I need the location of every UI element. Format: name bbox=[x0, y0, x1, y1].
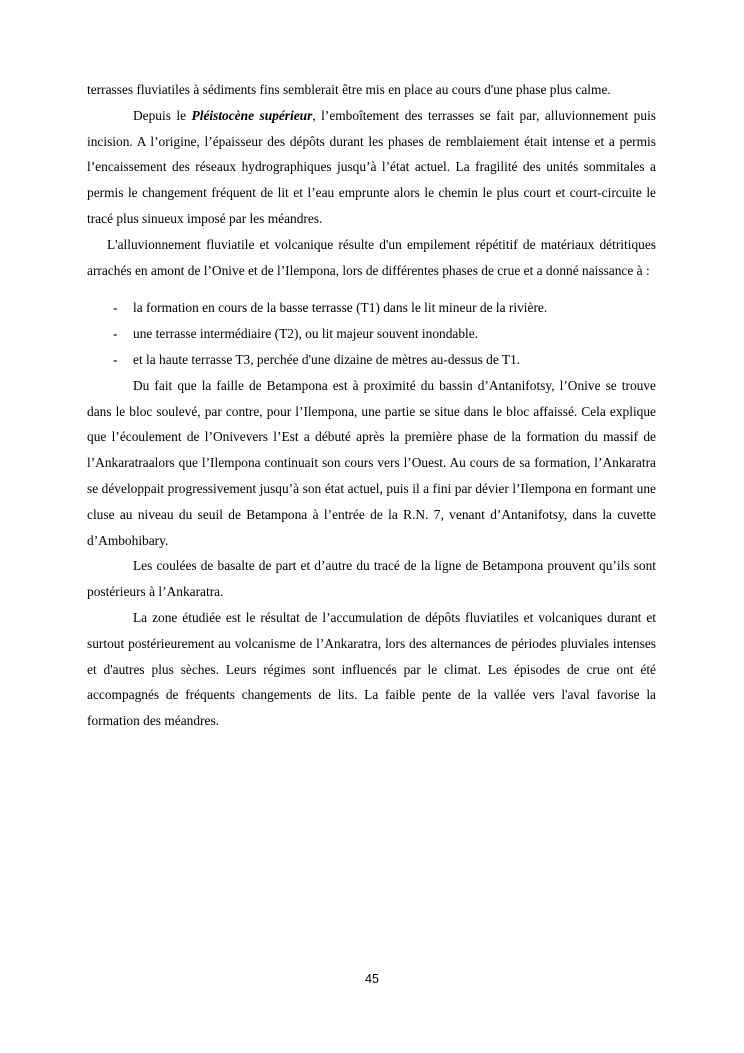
list-item-text: la formation en cours de la basse terrasse (T1) dans le lit mineur de la rivière. bbox=[133, 300, 548, 316]
emphasis-pleistocene: Pléistocène supérieur bbox=[191, 107, 313, 123]
paragraph-2-rest: , l’emboîtement des terrasses se fait par, alluvionnement puis incision. A l’origine, l’épaisseur des dépôts durant les phases de remblaiement était intense et a permis l’encaissement des réseaux hydrographiques jusqu’à l’état actuel. La fragilité des unités sommitales a permis le changement fréquent de lit et l’eau emprunte alors le chemin le plus court et court-circuite le tracé plus sinueux imposé par les méandres. bbox=[87, 107, 657, 226]
list-item bbox=[87, 347, 656, 373]
paragraph-2 bbox=[87, 103, 656, 232]
paragraph-3: L'alluvionnement fluviatile et volcanique résulte d'un empilement répétitif de matériaux détritiques arrachés en amont de l’Onive et de l’Ilempona, lors de différentes phases de crue et a donné naissance à : bbox=[87, 236, 656, 278]
list-marker: - bbox=[113, 351, 118, 367]
list-item bbox=[87, 295, 656, 321]
paragraph-2-lead: Depuis le bbox=[133, 107, 192, 123]
list-item-text: une terrasse intermédiaire (T2), ou lit majeur souvent inondable. bbox=[133, 326, 479, 342]
list-marker: - bbox=[113, 326, 118, 342]
terrace-list bbox=[87, 295, 656, 372]
paragraph-6: La zone étudiée est le résultat de l’accumulation de dépôts fluviatiles et volcaniques durant et surtout postérieurement au volcanisme de l’Ankaratra, lors des alternances de périodes pluviales intenses et d'autres plus sèches. Leurs régimes sont influencés par le climat. Les épisodes de crue ont été accompagnés de fréquents changements de lits. La faible pente de la vallée vers l'aval favorise la formation des méandres. bbox=[87, 609, 656, 729]
page-body bbox=[87, 77, 656, 734]
page-number: 45 bbox=[365, 972, 379, 986]
paragraph-5: Les coulées de basalte de part et d’autre du tracé de la ligne de Betampona prouvent qu’ils sont postérieurs à l’Ankaratra. bbox=[87, 558, 656, 600]
list-marker: - bbox=[113, 300, 118, 316]
paragraph-4: Du fait que la faille de Betampona est à proximité du bassin d’Antanifotsy, l’Onive se trouve dans le bloc soulevé, par contre, pour l’Ilempona, une partie se situe dans le bloc affaissé. Cela explique que l’écoulement de l’Onivevers l’Est a débuté après la première phase de la formation du massif de l’Ankaratraalors que l’Ilempona continuait son cours vers l’Ouest. Au cours de sa formation, l’Ankaratra se développait progressivement jusqu’à son état actuel, puis il a fini par dévier l’Ilempona en formant une cluse au niveau du seuil de Betampona à l’entrée de la R.N. 7, venant d’Antanifotsy, dans la cuvette d’Ambohibary. bbox=[87, 377, 656, 548]
paragraph-1: terrasses fluviatiles à sédiments fins semblerait être mis en place au cours d'une phase plus calme. bbox=[87, 82, 611, 97]
list-item bbox=[87, 321, 656, 347]
list-item-text: et la haute terrasse T3, perchée d'une dizaine de mètres au-dessus de T1. bbox=[133, 351, 521, 367]
